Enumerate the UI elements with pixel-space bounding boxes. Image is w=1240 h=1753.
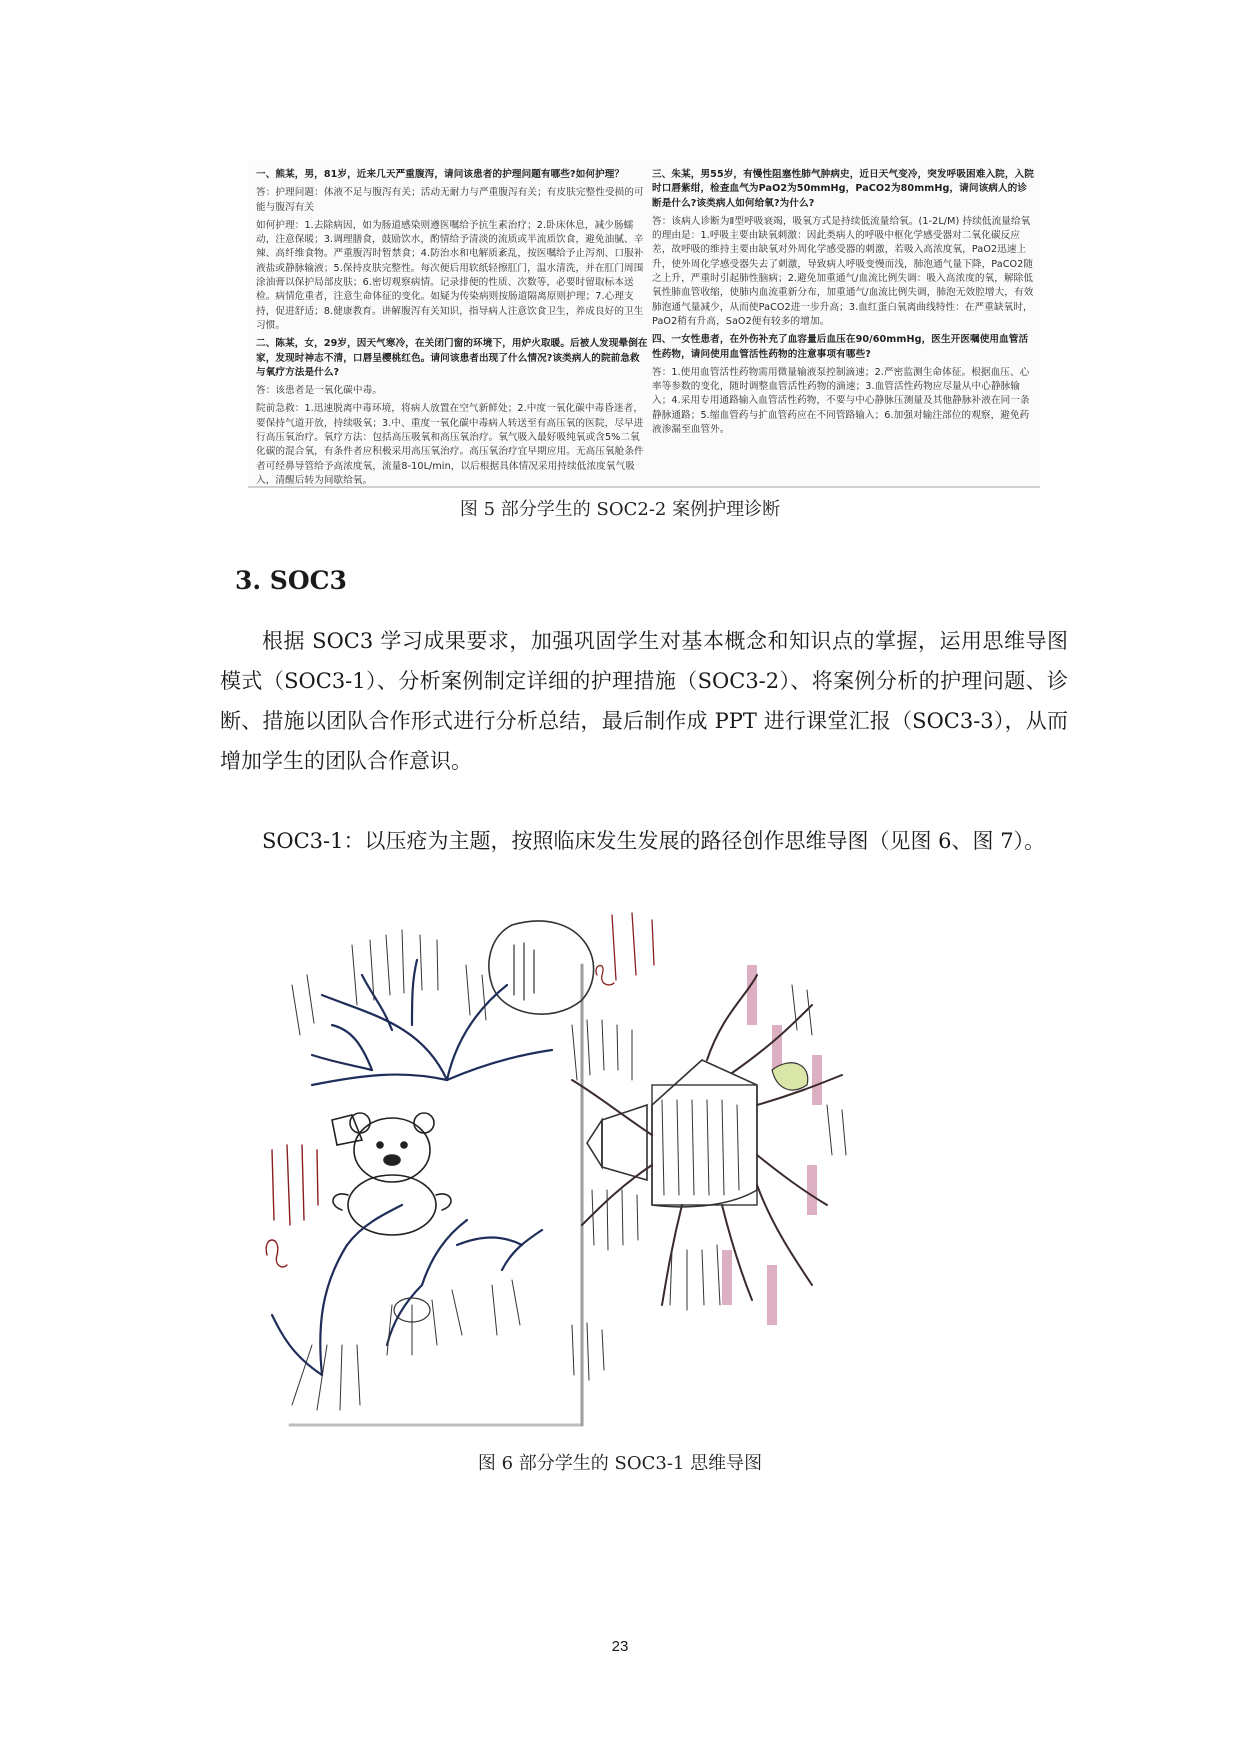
question-3: 三、朱某，男55岁，有慢性阻塞性肺气肿病史，近日天气变冷，突发呼吸困难入院，入院时口唇紫绀，检查血气为PaO2为50mmHg，PaCO2为80mmHg，请问该病人的诊断是什么?该类病人如何给氧?为什么? <box>652 169 1034 209</box>
answer-1-care: 如何护理：1.去除病因，如为肠道感染则遵医嘱给予抗生素治疗；2.卧床休息，减少肠蠕动，注意保暖；3.调理膳食，鼓励饮水，酌情给予清淡的流质或半流质饮食，避免油腻、辛辣、高纤维食物。严重腹泻时暂禁食；4.防治水和电解质紊乱，按医嘱给予止泻剂、口服补液盐或静脉输液；5.保持皮肤完整性。每次便后用软纸轻擦肛门，温水清洗，并在肛门周围涂油膏以保护局部皮肤；6.密切观察病情。记录排便的性质、次数等，必要时留取标本送检。病情危重者，注意生命体征的变化。如疑为传染病则按肠道隔离原则护理；7.心理支持，促进舒适；8.健康教育。讲解腹泻有关知识，指导病人注意饮食卫生，养成良好的卫生习惯。 <box>256 219 644 331</box>
question-2: 二、陈某，女，29岁，因天气寒冷，在关闭门窗的环境下，用炉火取暖。后被人发现晕倒在家，发现时神志不清，口唇呈樱桃红色。请问该患者出现了什么情况?该类病人的院前急救与氧疗方法是什么? <box>256 338 648 378</box>
answer-1-problems: 答：护理问题：体液不足与腹泻有关；活动无耐力与严重腹泻有关；有皮肤完整性受损的可能与腹泻有关 <box>256 187 644 213</box>
answer-2-care: 院前急救：1.迅速脱离中毒环境，将病人放置在空气新鲜处；2.中度一氧化碳中毒昏迷者，要保持气道开放，持续吸氧；3.中、重度一氧化碳中毒病人转送至有高压氧的医院，尽早进行高压氧治疗。氧疗方法：包括高压吸氧和高压氧治疗。氧气吸入最好吸纯氧或含5%二氧化碳的混合氧，有条件者应积极采用高压氧治疗。高压氧治疗宜早期应用。无高压氧舱条件者可经鼻导管给予高浓度氧，流量8-10L/min，以后根据具体情况采用持续低浓度氧气吸入，清醒后转为间歇给氧。 <box>256 403 644 486</box>
body-paragraph-2: SOC3-1：以压疮为主题，按照临床发生发展的路径创作思维导图（见图 6、图 7）。 <box>262 829 1046 853</box>
figure-6-caption: 图 6 部分学生的 SOC3-1 思维导图 <box>477 1453 763 1474</box>
page-number: 23 <box>611 1638 629 1655</box>
mind-map-drawings <box>252 905 852 1440</box>
section-title: 3. SOC3 <box>235 566 347 595</box>
answer-2-diagnosis: 答：该患者是一氧化碳中毒。 <box>256 385 383 397</box>
answer-column-left <box>256 168 648 488</box>
body-paragraph-1: 根据 SOC3 学习成果要求，加强巩固学生对基本概念和知识点的掌握，运用思维导图模式（SOC3-1）、分析案例制定详细的护理措施（SOC3-2）、将案例分析的护理问题、诊断、措施以团队合作形式进行分析总结，最后制作成 PPT 进行课堂汇报（SOC3-3），从而增加学生的团队合作意识。 <box>220 629 1068 773</box>
question-4: 四、一女性患者，在外伤补充了血容量后血压在90/60mmHg，医生开医嘱使用血管活性药物，请问使用血管活性药物的注意事项有哪些? <box>652 334 1029 360</box>
figure-5-answer-sheet <box>248 160 1040 488</box>
mind-map-right <box>572 913 846 1380</box>
question-1: 一、熊某，男，81岁，近来几天严重腹泻，请问该患者的护理问题有哪些?如何护理？ <box>256 169 625 180</box>
figure-5-caption: 图 5 部分学生的 SOC2-2 案例护理诊断 <box>459 499 781 520</box>
answer-column-right <box>652 168 1034 441</box>
figure-6-mind-maps <box>252 905 852 1440</box>
mind-map-left <box>266 921 593 1425</box>
answer-4: 答：1.使用血管活性药物需用微量输液泵控制滴速；2.严密监测生命体征。根据血压、心率等参数的变化，随时调整血管活性药物的滴速；3.血管活性药物应尽量从中心静脉输入；4.采用专用通路输入血管活性药物，不要与中心静脉压测量及其他静脉补液在同一条静脉通路；5.缩血管药与扩血管药应在不同管路输入；6.加强对输注部位的观察，避免药液渗漏至血管外。 <box>652 366 1030 436</box>
answer-3: 答：该病人诊断为Ⅱ型呼吸衰竭，吸氧方式是持续低流量给氧。(1-2L/M) 持续低流量给氧的理由是：1.呼吸主要由缺氧刺激：因此类病人的呼吸中枢化学感受器对二氧化碳反应差，故呼吸的维持主要由缺氧对外周化学感受器的刺激，若吸入高浓度氧，PaO2迅速上升，使外周化学感受器失去了刺激，导致病人呼吸变慢而浅，肺泡通气量下降，PaCO2随之上升，严重时引起肺性脑病；2.避免加重通气/血流比例失调：吸入高浓度的氧，解除低氧性肺血管收缩，使肺内血流重新分布，加重通气/血流比例失调，肺泡无效腔增大，有效肺泡通气量减少，从而使PaCO2进一步升高；3.血红蛋白氧离曲线特性：在严重缺氧时，PaO2稍有升高，SaO2便有较多的增加。 <box>652 215 1034 327</box>
